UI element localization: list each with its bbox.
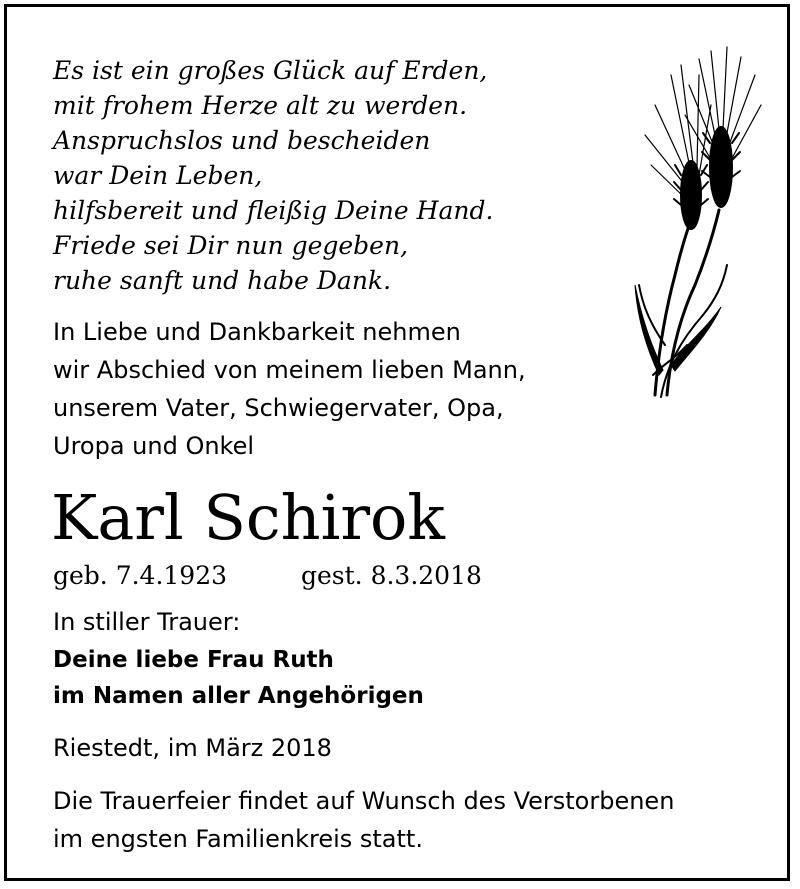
poem-line: hilfsbereit und fleißig Deine Hand. (53, 196, 494, 225)
poem (53, 53, 493, 298)
wheat-ears-icon (615, 45, 765, 401)
poem-line: Es ist ein großes Glück auf Erden, (53, 56, 488, 85)
intro-line: unserem Vater, Schwiegervater, Opa, (53, 394, 504, 422)
mourning-label: In stiller Trauer: (53, 608, 241, 636)
poem-line: Anspruchslos und bescheiden (53, 126, 431, 155)
life-dates (53, 556, 482, 596)
intro-text (53, 313, 526, 465)
place-date: Riestedt, im März 2018 (53, 734, 332, 762)
birth-date: geb. 7.4.1923 (53, 561, 228, 590)
funeral-note (53, 782, 674, 858)
obituary-notice (4, 4, 790, 881)
mourners (53, 642, 424, 714)
poem-line: ruhe sanft und habe Dank. (53, 266, 392, 295)
death-date: gest. 8.3.2018 (301, 561, 482, 590)
deceased-name: Karl Schirok (51, 481, 445, 554)
funeral-line: im engsten Familienkreis statt. (53, 825, 423, 853)
funeral-line: Die Trauerfeier findet auf Wunsch des Verstorbenen (53, 787, 675, 815)
intro-line: In Liebe und Dankbarkeit nehmen (53, 318, 461, 346)
mourner-line: Deine liebe Frau Ruth (53, 647, 334, 673)
poem-line: Friede sei Dir nun gegeben, (53, 231, 409, 260)
poem-line: mit frohem Herze alt zu werden. (53, 91, 468, 120)
mourner-line: im Namen aller Angehörigen (53, 683, 424, 709)
intro-line: wir Abschied von meinem lieben Mann, (53, 356, 526, 384)
intro-line: Uropa und Onkel (53, 432, 255, 460)
poem-line: war Dein Leben, (53, 161, 263, 190)
